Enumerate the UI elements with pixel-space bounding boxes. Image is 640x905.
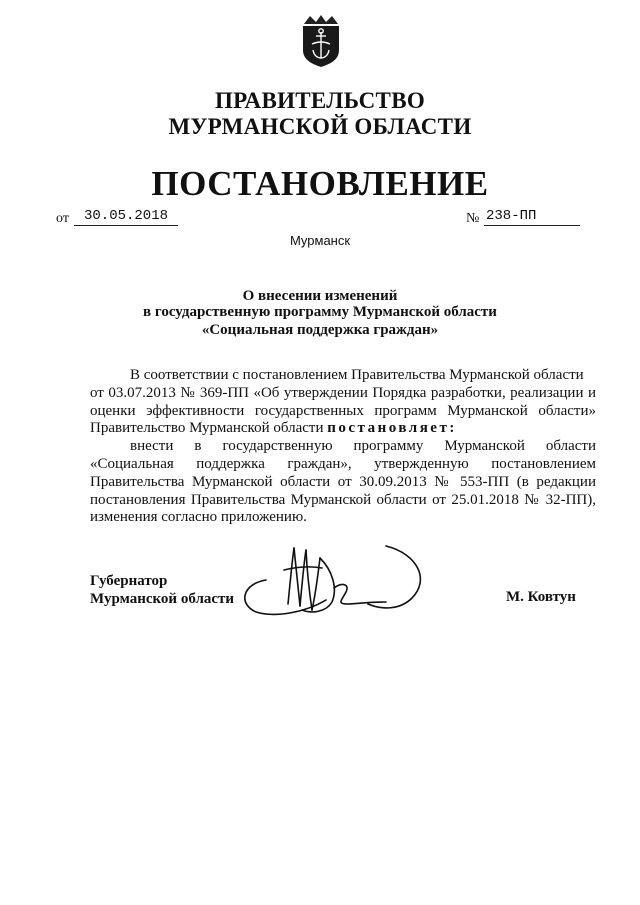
body-line-1: В соответствии с постановлением Правительства Мурманской области [130,367,584,383]
government-title-line1: ПРАВИТЕЛЬСТВО [214,88,426,113]
subject-line2: в государственную программу Мурманской области [143,304,497,320]
coat-of-arms-icon [300,14,342,68]
number-prefix: № [466,211,480,226]
city: Мурманск [289,233,351,248]
date-prefix: от [56,211,69,226]
body-line-3: оценки эффективности государственных программ Мурманской области» [90,403,596,419]
body-line-4-text: Правительство Мурманской области [90,420,328,436]
signer-title-line1: Губернатор [90,573,168,589]
document-type: ПОСТАНОВЛЕНИЕ [151,164,489,203]
decree-keyword: постановляет: [327,420,457,436]
body-line-4 [90,419,596,437]
body-line-7: Правительства Мурманской области от 30.09.2013 № 553-ПП (в редакции [90,474,596,490]
body-line-2: от 03.07.2013 № 369-ПП «Об утверждении Порядка разработки, реализации и [90,385,596,401]
signer-name: М. Ковтун [506,589,576,605]
body-line-6: «Социальная поддержка граждан», утвержденную постановлением [90,456,596,472]
document-number: 238-ПП [484,208,580,226]
subject-line3: «Социальная поддержка граждан» [201,322,439,338]
subject-line1: О внесении изменений [242,288,398,304]
government-title-line2: МУРМАНСКОЙ ОБЛАСТИ [168,114,472,139]
body-line-9: изменения согласно приложению. [90,509,307,525]
document-date: 30.05.2018 [74,208,178,226]
signer-title-line2: Мурманской области [90,591,235,607]
body-line-5: внести в государственную программу Мурманской области [130,438,596,454]
body-line-8: постановления Правительства Мурманской области от 25.01.2018 № 32-ПП), [90,492,596,508]
handwritten-signature-icon [236,540,436,620]
